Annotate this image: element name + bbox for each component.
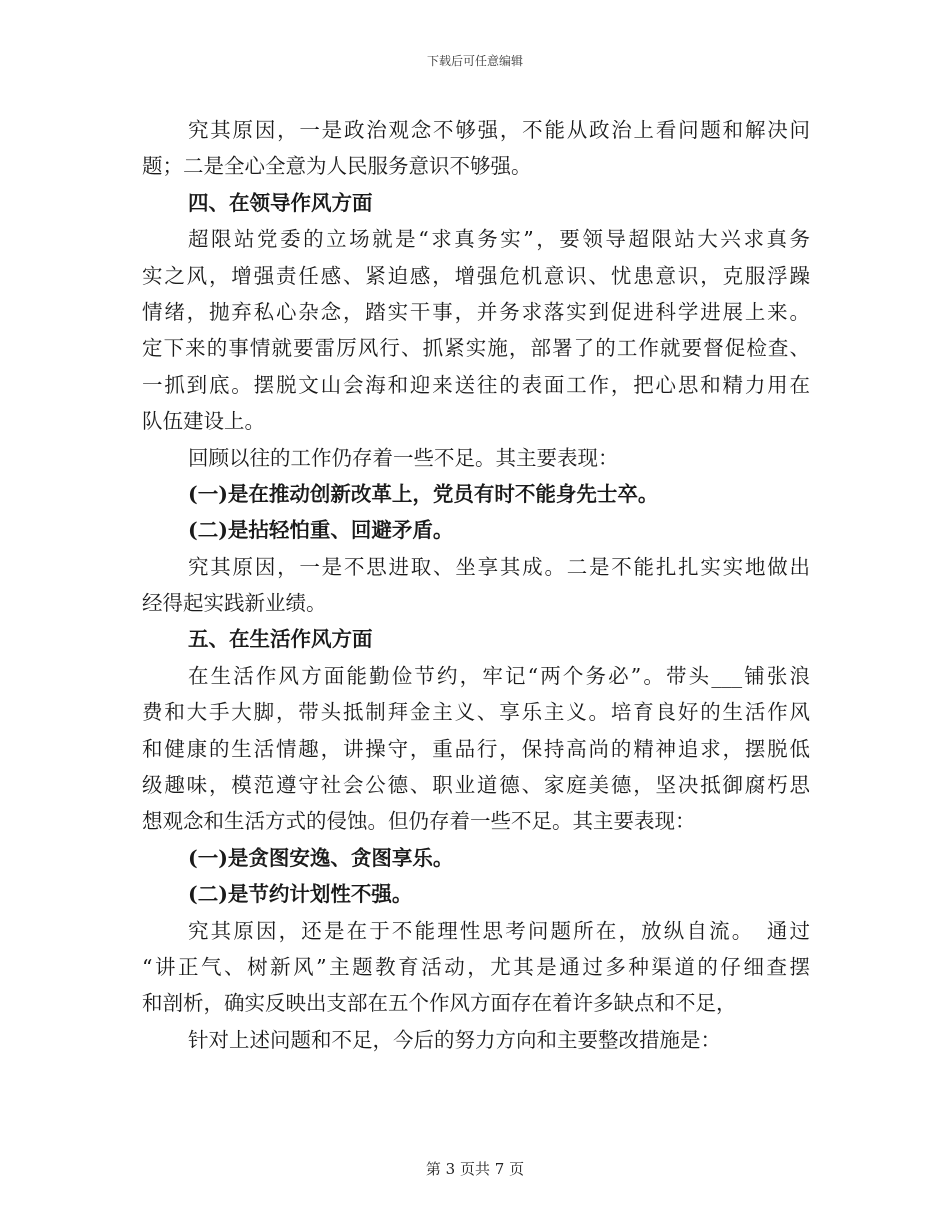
paragraph-line: 想观念和生活方式的侵蚀。但仍存着一些不足。其主要表现： bbox=[142, 809, 696, 834]
paragraph-line: 究其原因，一是政治观念不够强，不能从政治上看问题和解决问 bbox=[188, 118, 810, 142]
paragraph-line: 和剖析，确实反映出支部在五个作风方面存在着许多缺点和不足， bbox=[142, 991, 737, 1016]
paragraph-line: 究其原因，还是在于不能理性思考问题所在，放纵自流。 通过 bbox=[188, 918, 810, 943]
paragraph-line: 题；二是全心全意为人民服务意识不够强。 bbox=[142, 154, 532, 179]
paragraph-line: 经得起实践新业绩。 bbox=[142, 591, 327, 616]
section-heading-leadership: 四、在领导作风方面 bbox=[188, 190, 373, 215]
paragraph-line: 队伍建设上。 bbox=[142, 409, 265, 434]
paragraph-line: 情绪，抛弃私心杂念，踏实干事，并务求落实到促进科学进展上来。 bbox=[142, 299, 810, 324]
paragraph-line: 针对上述问题和不足，今后的努力方向和主要整改措施是： bbox=[188, 1027, 721, 1052]
paragraph-line: 和健康的生活情趣，讲操守，重品行，保持高尚的精神追求，摆脱低 bbox=[142, 736, 810, 761]
paragraph-line: 超限站党委的立场就是“求真务实”，要领导超限站大兴求真务 bbox=[188, 227, 810, 252]
list-item-1: (一)是在推动创新改革上，党员有时不能身先士卒。 bbox=[188, 481, 659, 506]
section-heading-lifestyle: 五、在生活作风方面 bbox=[188, 627, 373, 652]
paragraph-line: 究其原因，一是不思进取、坐享其成。二是不能扎扎实实地做出 bbox=[188, 554, 810, 579]
paragraph-line: 费和大手大脚，带头抵制拜金主义、享乐主义。培育良好的生活作风 bbox=[142, 700, 810, 725]
page-footer: 第 3 页共 7 页 bbox=[425, 1160, 525, 1178]
list-item-1: (一)是贪图安逸、贪图享乐。 bbox=[188, 845, 454, 870]
paragraph-line: “讲正气、树新风”主题教育活动，尤其是通过多种渠道的仔细查摆 bbox=[142, 954, 810, 979]
document-body bbox=[142, 112, 810, 1058]
list-item-2: (二)是节约计划性不强。 bbox=[188, 882, 413, 907]
paragraph-line: 回顾以往的工作仍存着一些不足。其主要表现： bbox=[188, 445, 619, 470]
paragraph-line: 在生活作风方面能勤俭节约，牢记“两个务必”。带头___铺张浪 bbox=[188, 663, 810, 688]
paragraph-line: 定下来的事情就要雷厉风行、抓紧实施，部署了的工作就要督促检查、 bbox=[142, 336, 810, 361]
paragraph-line: 级趣味，模范遵守社会公德、职业道德、家庭美德，坚决抵御腐朽思 bbox=[142, 773, 810, 798]
list-item-2: (二)是拈轻怕重、回避矛盾。 bbox=[188, 518, 454, 543]
paragraph-line: 实之风，增强责任感、紧迫感，增强危机意识、忧患意识，克服浮躁 bbox=[142, 263, 810, 288]
paragraph-line: 一抓到底。摆脱文山会海和迎来送往的表面工作，把心思和精力用在 bbox=[142, 372, 810, 397]
page-header: 下载后可任意编辑 bbox=[426, 54, 523, 68]
